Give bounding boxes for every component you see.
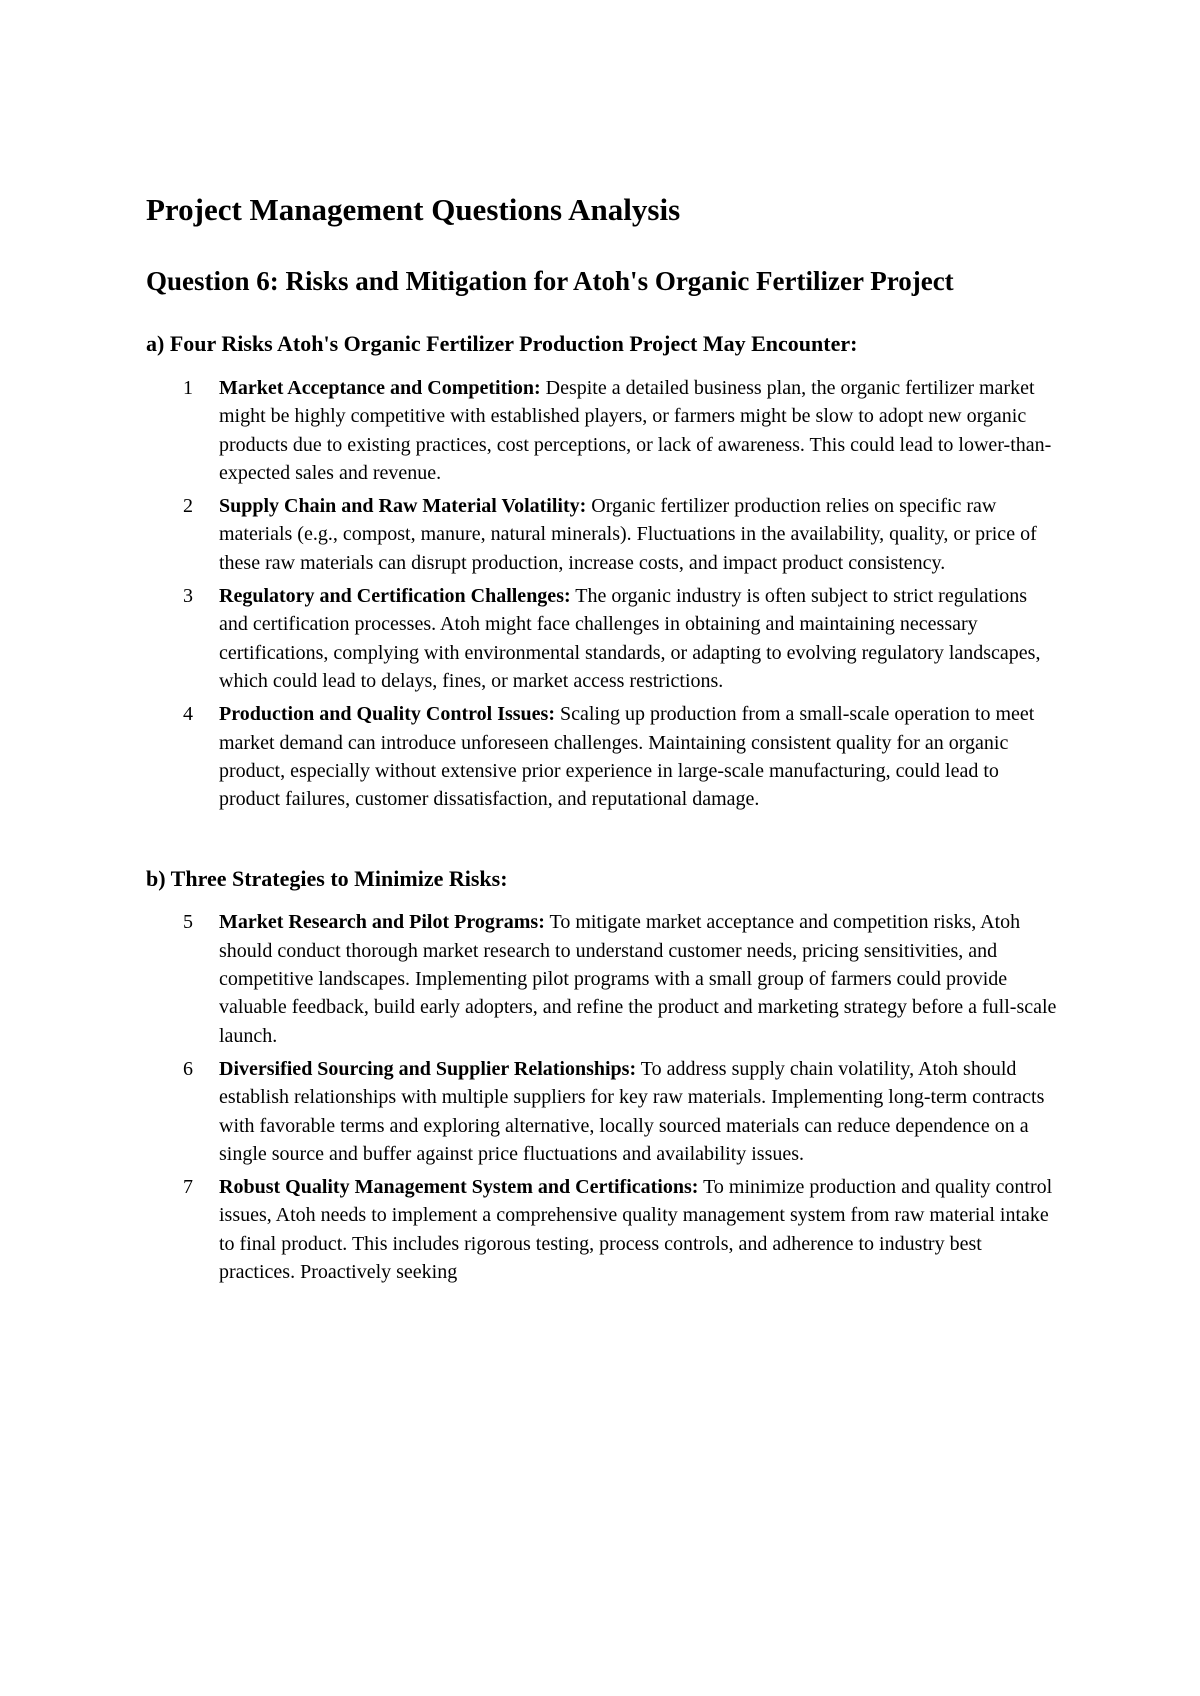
section-b-heading: b) Three Strategies to Minimize Risks: (146, 866, 508, 892)
question-title: Question 6: Risks and Mitigation for Atoh's Organic Fertilizer Project (146, 266, 954, 296)
list-item-number: 1 (183, 377, 193, 399)
list-item-title: Production and Quality Control Issues: (219, 703, 555, 726)
list-item-number: 5 (183, 911, 193, 934)
strategies-list (146, 908, 1066, 1286)
list-item-title: Regulatory and Certification Challenges: (219, 585, 571, 608)
list-item (146, 374, 1059, 487)
list-item-text: The organic industry is often subject to strict regulations and certification processes. Atoh might face challenges in obtaining and maintaining necessary certifications, complying with environmental standards, or adapting to evolving regulatory landscapes, which could lead to delays, fines, or market access restrictions. (219, 585, 1041, 692)
list-item-title: Supply Chain and Raw Material Volatility: (219, 495, 587, 518)
list-item (146, 700, 1059, 813)
list-item-text: Despite a detailed business plan, the organic fertilizer market might be highly competitive with established players, or farmers might be slow to adopt new organic products due to existing practices, cost perceptions, or lack of awareness. This could lead to lower-than-expected sales and revenue. (219, 377, 1052, 484)
list-item (146, 1055, 1059, 1168)
list-item-text: To address supply chain volatility, Atoh should establish relationships with multiple suppliers for key raw materials. Implementing long-term contracts with favorable terms and exploring alternative, locally sourced materials can reduce dependence on a single source and buffer against price fluctuations and availability issues. (219, 1057, 1045, 1165)
list-item-title: Robust Quality Management System and Certifications: (219, 1176, 699, 1199)
list-item-title: Market Acceptance and Competition: (219, 377, 541, 399)
list-item-text: To minimize production and quality control issues, Atoh needs to implement a comprehensive quality management system from raw material intake to final product. This includes rigorous testing, process controls, and adherence to industry best practices. Proactively seeking (219, 1176, 1053, 1284)
list-item-number: 2 (183, 495, 193, 518)
list-item (146, 582, 1059, 695)
section-a-heading: a) Four Risks Atoh's Organic Fertilizer Production Project May Encounter: (146, 331, 858, 356)
risks-list (146, 374, 1066, 813)
list-item-text: Scaling up production from a small-scale operation to meet market demand can introduce unforeseen challenges. Maintaining consistent quality for an organic product, especially without extensive prior experience in large-scale manufacturing, could lead to product failures, customer dissatisfaction, and reputational damage. (219, 703, 1035, 811)
list-item-number: 3 (183, 585, 193, 608)
list-item-number: 6 (183, 1057, 193, 1080)
list-item (146, 1173, 1059, 1286)
list-item-title: Diversified Sourcing and Supplier Relationships: (219, 1057, 637, 1080)
document-body (146, 190, 1066, 1291)
list-item-number: 7 (183, 1176, 193, 1199)
list-item-text: Organic fertilizer production relies on specific raw materials (e.g., compost, manure, natural minerals). Fluctuations in the availability, quality, or price of these raw materials can disrupt production, increase costs, and impact product consistency. (219, 495, 1037, 574)
list-item-number: 4 (183, 703, 193, 726)
list-item-title: Market Research and Pilot Programs: (219, 911, 545, 934)
list-item (146, 492, 1059, 577)
list-item (146, 908, 1059, 1049)
list-item-text: To mitigate market acceptance and competition risks, Atoh should conduct thorough market research to understand customer needs, pricing sensitivities, and competitive landscapes. Implementing pilot programs with a small group of farmers could provide valuable feedback, build early adopters, and refine the product and marketing strategy before a full-scale launch. (219, 911, 1057, 1047)
document-title: Project Management Questions Analysis (146, 192, 681, 227)
